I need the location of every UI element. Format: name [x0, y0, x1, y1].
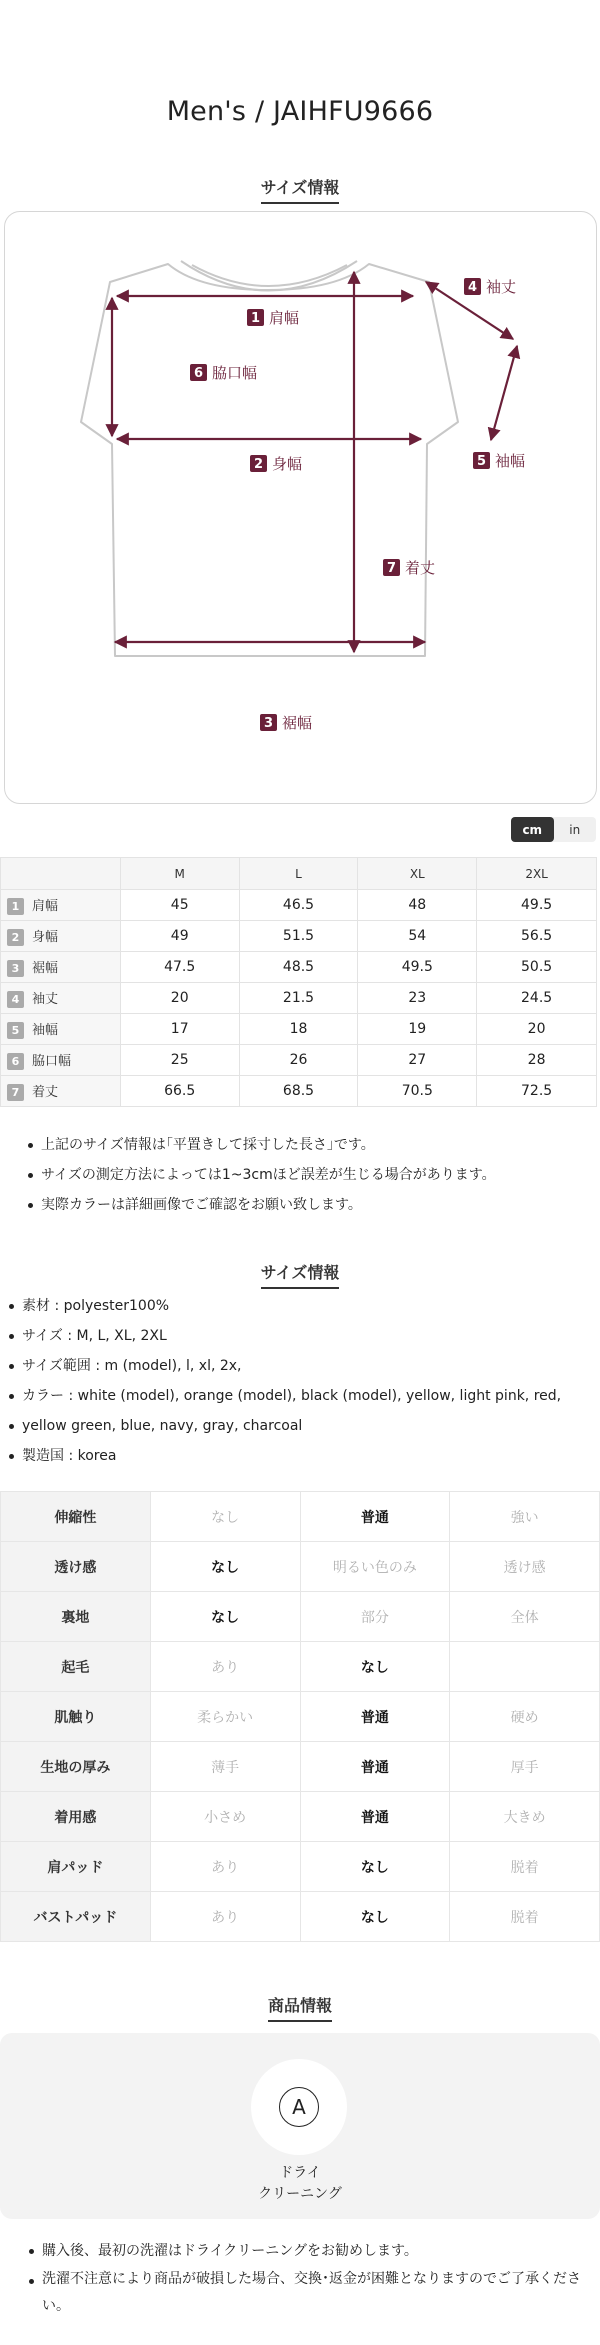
svg-text:袖幅: 袖幅: [495, 452, 526, 470]
table-row: [1, 1492, 600, 1542]
list-item: カラー : white (model), orange (model), black (model), yellow, light pink, red,: [22, 1381, 600, 1411]
table-cell: 26: [239, 1045, 358, 1076]
svg-text:1: 1: [250, 311, 261, 326]
header-size-l: L: [239, 858, 358, 890]
table-cell: 70.5: [358, 1076, 477, 1107]
attribute-option: 強い: [450, 1492, 600, 1542]
measure-lines: [112, 272, 517, 652]
table-row: [1, 1892, 600, 1942]
row-label: 身幅: [32, 930, 59, 945]
header-corner: [1, 858, 121, 890]
list-item: 素材 : polyester100%: [22, 1291, 600, 1321]
svg-text:肩幅: 肩幅: [269, 309, 300, 327]
table-cell: 28: [477, 1045, 597, 1076]
attribute-option: 脱着: [450, 1892, 600, 1942]
attribute-option: なし: [150, 1492, 300, 1542]
header-size-2xl: 2XL: [477, 858, 597, 890]
attribute-option: 部分: [300, 1592, 450, 1642]
tshirt-diagram: [5, 212, 596, 803]
table-row: [1, 1742, 600, 1792]
table-row: [1, 1792, 600, 1842]
unit-toggle[interactable]: [511, 817, 596, 842]
row-number: 5: [7, 1022, 24, 1039]
attribute-option: 薄手: [150, 1742, 300, 1792]
table-row: [1, 1076, 597, 1107]
table-cell: 46.5: [239, 890, 358, 921]
unit-in-button[interactable]: in: [569, 822, 581, 837]
attribute-option: 柔らかい: [150, 1692, 300, 1742]
svg-text:着丈: 着丈: [405, 559, 436, 577]
table-row: [1, 1542, 600, 1592]
svg-text:2: 2: [253, 457, 264, 472]
attribute-option: 硬め: [450, 1692, 600, 1742]
attribute-option-selected: なし: [300, 1642, 450, 1692]
attribute-option: 明るい色のみ: [300, 1542, 450, 1592]
row-label: 袖丈: [32, 992, 59, 1007]
list-item: 上記のサイズ情報は｢平置きして採寸した長さ｣です。: [41, 1130, 600, 1160]
info-section-heading: サイズ情報: [0, 1260, 600, 1289]
table-cell: 51.5: [239, 921, 358, 952]
attribute-option: あり: [150, 1842, 300, 1892]
svg-text:7: 7: [386, 561, 397, 576]
table-cell: 50.5: [477, 952, 597, 983]
attribute-option-selected: 普通: [300, 1492, 450, 1542]
table-row: [1, 921, 597, 952]
row-label: 脇口幅: [32, 1054, 72, 1069]
table-cell: 48.5: [239, 952, 358, 983]
svg-text:6: 6: [193, 366, 204, 381]
table-cell: 49: [120, 921, 239, 952]
row-label: 裾幅: [32, 961, 59, 976]
attribute-option: 全体: [450, 1592, 600, 1642]
list-item: サイズ範囲 : m (model), l, xl, 2x,: [22, 1351, 600, 1381]
row-number: 2: [7, 929, 24, 946]
header-size-m: M: [120, 858, 239, 890]
svg-text:5: 5: [476, 454, 487, 469]
size-notes: [19, 1130, 600, 1220]
row-number: 6: [7, 1053, 24, 1070]
attribute-option: 小さめ: [150, 1792, 300, 1842]
unit-cm-button[interactable]: cm: [511, 817, 554, 842]
attribute-option-selected: なし: [150, 1542, 300, 1592]
attribute-option: あり: [150, 1892, 300, 1942]
table-cell: 24.5: [477, 983, 597, 1014]
svg-text:3: 3: [263, 716, 274, 731]
list-item-continued: yellow green, blue, navy, gray, charcoal: [22, 1411, 600, 1441]
attribute-label: 裏地: [1, 1592, 151, 1642]
row-number: 3: [7, 960, 24, 977]
attribute-option-selected: 普通: [300, 1792, 450, 1842]
page-title: Men's / JAIHFU9666: [166, 96, 434, 127]
svg-text:袖丈: 袖丈: [486, 278, 517, 296]
attribute-option-selected: 普通: [300, 1692, 450, 1742]
size-diagram: [4, 211, 597, 804]
attribute-option: 厚手: [450, 1742, 600, 1792]
list-item: 購入後、最初の洗濯はドライクリーニングをお勧めします。: [42, 2236, 600, 2266]
label-armhole: [190, 364, 257, 382]
row-label: 着丈: [32, 1085, 59, 1100]
table-cell: 49.5: [477, 890, 597, 921]
attribute-option: 透け感: [450, 1542, 600, 1592]
table-cell: 68.5: [239, 1076, 358, 1107]
attribute-option-selected: なし: [150, 1592, 300, 1642]
care-panel: [0, 2033, 600, 2219]
care-notes: [20, 2236, 600, 2320]
svg-text:4: 4: [467, 280, 478, 295]
table-row: [1, 890, 597, 921]
label-chest: [250, 455, 302, 473]
label-sleeve-length: [464, 278, 516, 296]
label-length: [383, 559, 435, 577]
attribute-option: 脱着: [450, 1842, 600, 1892]
attribute-option-selected: なし: [300, 1842, 450, 1892]
table-cell: 66.5: [120, 1076, 239, 1107]
table-cell: 20: [477, 1014, 597, 1045]
list-item: 洗濯不注意により商品が破損した場合、交換･返金が困難となりますのでご了承ください。: [42, 2266, 600, 2320]
attribute-label: 生地の厚み: [1, 1742, 151, 1792]
care-label: ドライ クリーニング: [258, 2165, 342, 2202]
table-row: [1, 1592, 600, 1642]
row-label: 袖幅: [32, 1023, 59, 1038]
row-number: 1: [7, 898, 24, 915]
product-spec-list: [22, 1291, 600, 1471]
table-cell: 48: [358, 890, 477, 921]
attribute-option-selected: 普通: [300, 1742, 450, 1792]
attribute-option-selected: なし: [300, 1892, 450, 1942]
row-number: 4: [7, 991, 24, 1008]
table-cell: 23: [358, 983, 477, 1014]
attribute-label: バストパッド: [1, 1892, 151, 1942]
table-row: [1, 983, 597, 1014]
svg-text:脇口幅: 脇口幅: [212, 364, 258, 382]
attribute-label: 着用感: [1, 1792, 151, 1842]
table-cell: 72.5: [477, 1076, 597, 1107]
label-shoulder: [247, 309, 299, 327]
table-cell: 56.5: [477, 921, 597, 952]
table-cell: 49.5: [358, 952, 477, 983]
attribute-option: あり: [150, 1642, 300, 1692]
table-cell: 45: [120, 890, 239, 921]
attribute-option: 大きめ: [450, 1792, 600, 1842]
table-row: [1, 1014, 597, 1045]
label-hem: [260, 714, 312, 732]
care-symbol-circle: [251, 2059, 347, 2155]
table-cell: 17: [120, 1014, 239, 1045]
attribute-label: 起毛: [1, 1642, 151, 1692]
sleeve-width-line: [491, 346, 517, 440]
table-cell: 47.5: [120, 952, 239, 983]
table-cell: 20: [120, 983, 239, 1014]
list-item: サイズ : M, L, XL, 2XL: [22, 1321, 600, 1351]
attribute-label: 肌触り: [1, 1692, 151, 1742]
table-row: [1, 1045, 597, 1076]
row-number: 7: [7, 1084, 24, 1101]
product-info-heading: 商品情報: [0, 1993, 600, 2022]
size-section-heading: サイズ情報: [0, 175, 600, 204]
table-cell: 19: [358, 1014, 477, 1045]
table-cell: 25: [120, 1045, 239, 1076]
table-cell: 27: [358, 1045, 477, 1076]
attribute-label: 肩パッド: [1, 1842, 151, 1892]
dry-clean-icon: A: [279, 2087, 319, 2127]
table-row: [1, 1842, 600, 1892]
table-row: [1, 952, 597, 983]
table-row: [1, 1642, 600, 1692]
list-item: 製造国 : korea: [22, 1441, 600, 1471]
label-sleeve-width: [473, 452, 525, 470]
header-size-xl: XL: [358, 858, 477, 890]
table-cell: 54: [358, 921, 477, 952]
size-table: [0, 857, 597, 1107]
attribute-label: 透け感: [1, 1542, 151, 1592]
table-cell: 18: [239, 1014, 358, 1045]
table-row: [1, 1692, 600, 1742]
list-item: サイズの測定方法によっては1~3cmほど誤差が生じる場合があります。: [41, 1160, 600, 1190]
fabric-attributes-table: [0, 1491, 600, 1942]
table-cell: 21.5: [239, 983, 358, 1014]
attribute-label: 伸縮性: [1, 1492, 151, 1542]
size-table-header: [1, 858, 597, 890]
svg-text:身幅: 身幅: [272, 455, 303, 473]
list-item: 実際カラーは詳細画像でご確認をお願い致します。: [41, 1190, 600, 1220]
row-label: 肩幅: [32, 899, 59, 914]
svg-text:裾幅: 裾幅: [282, 714, 313, 732]
attribute-option: [450, 1642, 600, 1692]
